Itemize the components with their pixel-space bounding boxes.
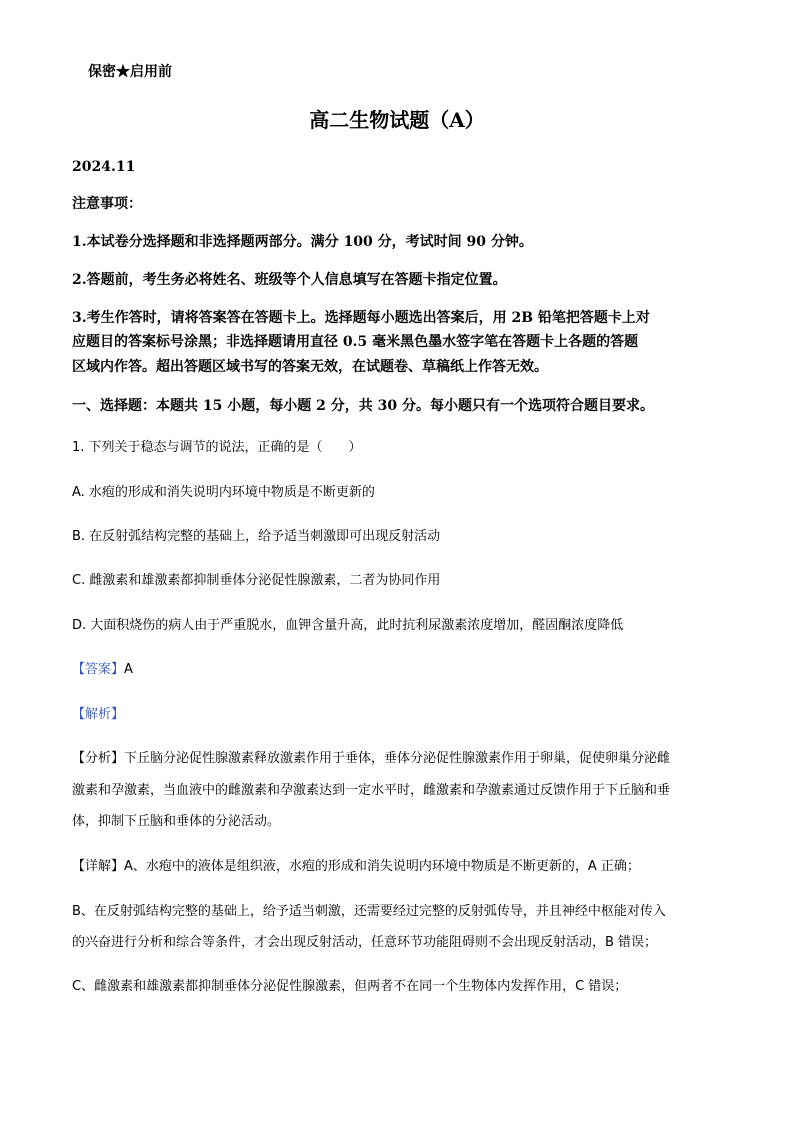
answer-value: A: [124, 662, 133, 677]
fenxi-tag: 【分析】: [72, 751, 125, 766]
option-d: D. 大面积烧伤的病人由于严重脱水，血钾含量升高，此时抗利尿激素浓度增加，醛固酮浓度降低: [72, 618, 624, 633]
answer-line: [72, 660, 133, 680]
exam-date: 2024.11: [72, 159, 136, 175]
option-a: A. 水疱的形成和消失说明内环境中物质是不断更新的: [72, 485, 375, 500]
question-stem: 1. 下列关于稳态与调节的说法，正确的是（ ）: [72, 440, 362, 455]
xiangjie-line-c: C、雌激素和雄激素都抑制垂体分泌促性腺激素，但两者不在同一个生物体内发挥作用，C 错误；: [72, 979, 628, 994]
confidential-mark: 保密★启用前: [88, 64, 172, 80]
notice-item-3-line-2: 应题目的答案标号涂黑；非选择题请用直径 0.5 毫米黑色墨水签字笔在答题卡上各题的答题: [72, 334, 639, 350]
notice-item-2: 2.答题前，考生务必将姓名、班级等个人信息填写在答题卡指定位置。: [72, 272, 507, 288]
answer-tag: 【答案】: [72, 662, 125, 677]
notice-heading: 注意事项：: [72, 196, 142, 212]
xiangjie-text-a: A、水疱中的液体是组织液，水疱的形成和消失说明内环境中物质是不断更新的，A 正确；: [124, 859, 640, 874]
xiangjie-line-b-2: 的兴奋进行分析和综合等条件，才会出现反射活动，任意环节功能阻碍则不会出现反射活动，B 错误；: [72, 935, 658, 950]
fenxi-line-2: 激素和孕激素，当血液中的雌激素和孕激素达到一定水平时，雌激素和孕激素通过反馈作用于下丘脑和垂: [72, 783, 671, 798]
notice-item-1: 1.本试卷分选择题和非选择题两部分。满分 100 分，考试时间 90 分钟。: [72, 234, 533, 250]
analysis-tag: 【解析】: [72, 707, 125, 722]
section-heading: 一、选择题：本题共 15 小题，每小题 2 分，共 30 分。每小题只有一个选项符合题目要求。: [72, 398, 654, 414]
page-title: 高二生物试题（A）: [309, 108, 485, 132]
xiangjie-line-b-1: B、在反射弧结构完整的基础上，给予适当刺激，还需要经过完整的反射弧传导，并且神经中枢能对传入: [72, 904, 666, 919]
fenxi-line-3: 体，抑制下丘脑和垂体的分泌活动。: [72, 814, 281, 829]
fenxi-line-1: [72, 749, 670, 769]
notice-item-3-line-3: 区域内作答。超出答题区域书写的答案无效，在试题卷、草稿纸上作答无效。: [72, 359, 548, 375]
notice-item-3-line-1: 3.考生作答时，请将答案答在答题卡上。选择题每小题选出答案后，用 2B 铅笔把答题卡上对: [72, 310, 650, 326]
option-b: B. 在反射弧结构完整的基础上，给予适当刺激即可出现反射活动: [72, 529, 441, 544]
option-c: C. 雌激素和雄激素都抑制垂体分泌促性腺激素，二者为协同作用: [72, 573, 441, 588]
xiangjie-line-a: [72, 857, 640, 877]
fenxi-text-1: 下丘脑分泌促性腺激素释放激素作用于垂体，垂体分泌促性腺激素作用于卵巢，促使卵巢分泌雌: [124, 751, 671, 766]
xiangjie-tag: 【详解】: [72, 859, 125, 874]
